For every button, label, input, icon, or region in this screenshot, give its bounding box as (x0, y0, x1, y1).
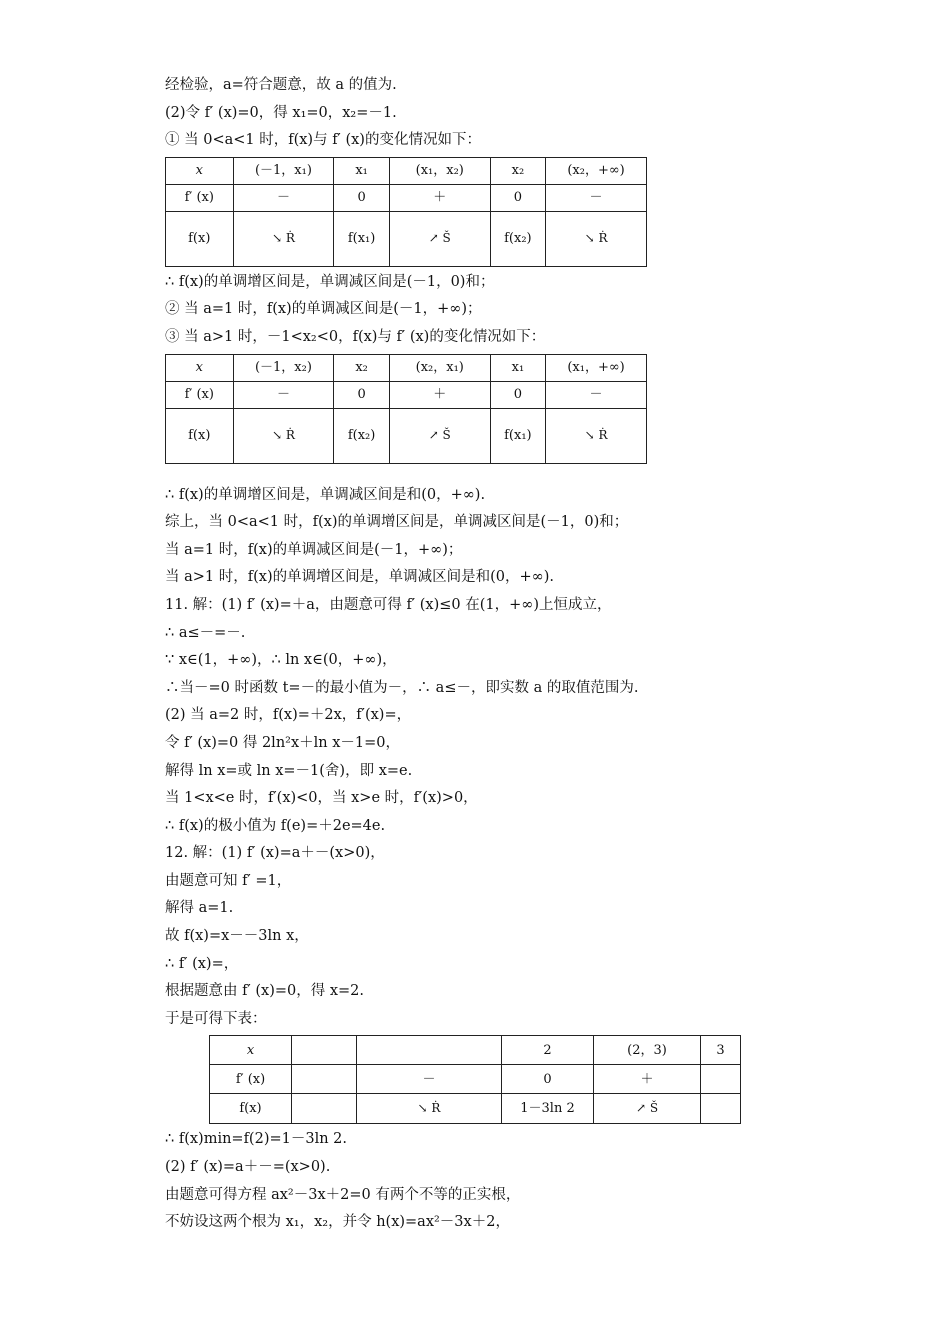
text-line: 当 a>1 时，f(x)的单调增区间是，单调减区间是和(0，+∞). (165, 569, 554, 586)
text-line: 11. 解：(1) f′ (x)=＋a，由题意可得 f′ (x)≤0 在(1，+∞)上恒成立， (165, 596, 612, 613)
table-cell: ↗ Š (389, 408, 490, 463)
table-cell: 0 (334, 381, 389, 408)
variation-table-1 (165, 157, 647, 267)
table-cell: ＋ (594, 1065, 701, 1094)
text-line: (2)令 f′ (x)=0，得 x₁=0，x₂=－1. (165, 104, 397, 121)
table-cell (292, 1036, 357, 1065)
text-line: ∴ f(x)的单调增区间是，单调减区间是和(0，+∞). (165, 486, 486, 503)
table-row (166, 184, 647, 211)
table-cell: f′ (x) (166, 381, 234, 408)
table-cell: 2 (502, 1036, 594, 1065)
text-line: ② 当 a=1 时，f(x)的单调减区间是(－1，+∞)； (165, 301, 482, 318)
table-cell: ＋ (389, 184, 490, 211)
table-cell: － (357, 1065, 502, 1094)
table-cell: 0 (490, 381, 545, 408)
table-cell (357, 1036, 502, 1065)
table-cell: ↘ Ṙ (357, 1094, 502, 1124)
text-line: 故 f(x)=x－－3ln x， (165, 928, 309, 945)
text-line: 由题意可得方程 ax²－3x＋2=0 有两个不等的正实根， (165, 1186, 521, 1203)
text-line: ① 当 0<a<1 时，f(x)与 f′ (x)的变化情况如下： (165, 132, 481, 149)
text-line: 根据题意由 f′ (x)=0，得 x=2. (165, 983, 365, 1000)
table-cell: f′ (x) (210, 1065, 292, 1094)
table-cell: x (166, 157, 234, 184)
table-cell: (－1，x₁) (233, 157, 334, 184)
text-line: 不妨设这两个根为 x₁，x₂，并令 h(x)=ax²－3x＋2， (165, 1214, 510, 1231)
text-line: ∴ f′ (x)=， (165, 955, 239, 972)
text-line: ∵ x∈(1，+∞)，∴ ln x∈(0，+∞)， (165, 652, 397, 669)
table-row (210, 1065, 741, 1094)
table-cell: (x₁，+∞) (546, 354, 647, 381)
table-cell: x (166, 354, 234, 381)
table-row (166, 381, 647, 408)
text-block-c (165, 482, 765, 1034)
table-row (210, 1094, 741, 1124)
text-line: ∴ f(x)的单调增区间是，单调减区间是(－1，0)和； (165, 273, 495, 290)
table-cell: x (210, 1036, 292, 1065)
text-line: 解得 ln x=或 ln x=－1(舍)，即 x=e. (165, 762, 413, 779)
text-line: 当 a=1 时，f(x)的单调减区间是(－1，+∞)； (165, 541, 463, 558)
table-cell: 0 (490, 184, 545, 211)
table-cell: x₁ (490, 354, 545, 381)
table-cell: (x₂，x₁) (389, 354, 490, 381)
table-cell: － (233, 381, 334, 408)
text-line: ∴ a≤－=－. (165, 624, 246, 641)
table-row (210, 1036, 741, 1065)
table-cell: 0 (334, 184, 389, 211)
table-row (166, 157, 647, 184)
text-line: 综上，当 0<a<1 时，f(x)的单调增区间是，单调减区间是(－1，0)和； (165, 514, 629, 531)
table-cell: f(x) (166, 211, 234, 266)
text-line: 12. 解：(1) f′ (x)=a＋－(x>0)， (165, 845, 385, 862)
variation-table-2 (165, 354, 647, 464)
table-cell: f(x₂) (490, 211, 545, 266)
table-cell: － (233, 184, 334, 211)
table-cell: (x₂，+∞) (546, 157, 647, 184)
variation-table-3 (209, 1035, 741, 1124)
text-line: (2) f′ (x)=a＋－=(x>0). (165, 1159, 331, 1176)
text-line: 于是可得下表： (165, 1010, 267, 1027)
table-cell: (－1，x₂) (233, 354, 334, 381)
text-line: 解得 a=1. (165, 900, 234, 917)
text-block-d (165, 1126, 765, 1236)
table-cell: f(x₁) (334, 211, 389, 266)
table-cell: x₂ (334, 354, 389, 381)
table-row (166, 354, 647, 381)
text-line: (2) 当 a=2 时，f(x)=＋2x，f′(x)=， (165, 707, 412, 724)
table-cell: 0 (502, 1065, 594, 1094)
table-cell: － (546, 184, 647, 211)
text-line: 令 f′ (x)=0 得 2ln²x＋ln x－1=0， (165, 734, 401, 751)
text-line: ③ 当 a>1 时，－1<x₂<0，f(x)与 f′ (x)的变化情况如下： (165, 328, 546, 345)
table-cell (701, 1065, 741, 1094)
table-cell (292, 1065, 357, 1094)
text-line: 经检验，a=符合题意，故 a 的值为. (165, 77, 397, 93)
table-cell: f(x₁) (490, 408, 545, 463)
table-cell: ↘ Ṙ (546, 408, 647, 463)
table-cell: ↘ Ṙ (546, 211, 647, 266)
table-cell: ＋ (389, 381, 490, 408)
table-cell: ↗ Š (389, 211, 490, 266)
text-line: 由题意可知 f′ =1， (165, 872, 292, 889)
text-line: ∴当－=0 时函数 t=－的最小值为－，∴ a≤－，即实数 a 的取值范围为. (165, 679, 639, 696)
table-cell: (x₁，x₂) (389, 157, 490, 184)
text-line: 当 1<x<e 时，f′(x)<0，当 x>e 时，f′(x)>0， (165, 790, 478, 807)
table-cell: ↘ Ṙ (233, 408, 334, 463)
table-row (166, 408, 647, 463)
table-cell: 3 (701, 1036, 741, 1065)
table-cell: f(x₂) (334, 408, 389, 463)
table-row (166, 211, 647, 266)
table-cell: x₂ (490, 157, 545, 184)
table-cell: ↗ Š (594, 1094, 701, 1124)
table-cell: (2，3) (594, 1036, 701, 1065)
document-page (165, 72, 765, 1237)
table-cell: f′ (x) (166, 184, 234, 211)
table-cell (292, 1094, 357, 1124)
text-block-b (165, 269, 765, 352)
text-block-a (165, 72, 765, 155)
text-line: ∴ f(x)的极小值为 f(e)=＋2e=4e. (165, 817, 386, 834)
table-cell: － (546, 381, 647, 408)
table-cell: x₁ (334, 157, 389, 184)
table-cell: f(x) (210, 1094, 292, 1124)
text-line: ∴ f(x)min=f(2)=1－3ln 2. (165, 1131, 347, 1148)
table-cell: f(x) (166, 408, 234, 463)
spacer (165, 466, 765, 482)
table-cell: 1－3ln 2 (502, 1094, 594, 1124)
table-cell (701, 1094, 741, 1124)
table-cell: ↘ Ṙ (233, 211, 334, 266)
